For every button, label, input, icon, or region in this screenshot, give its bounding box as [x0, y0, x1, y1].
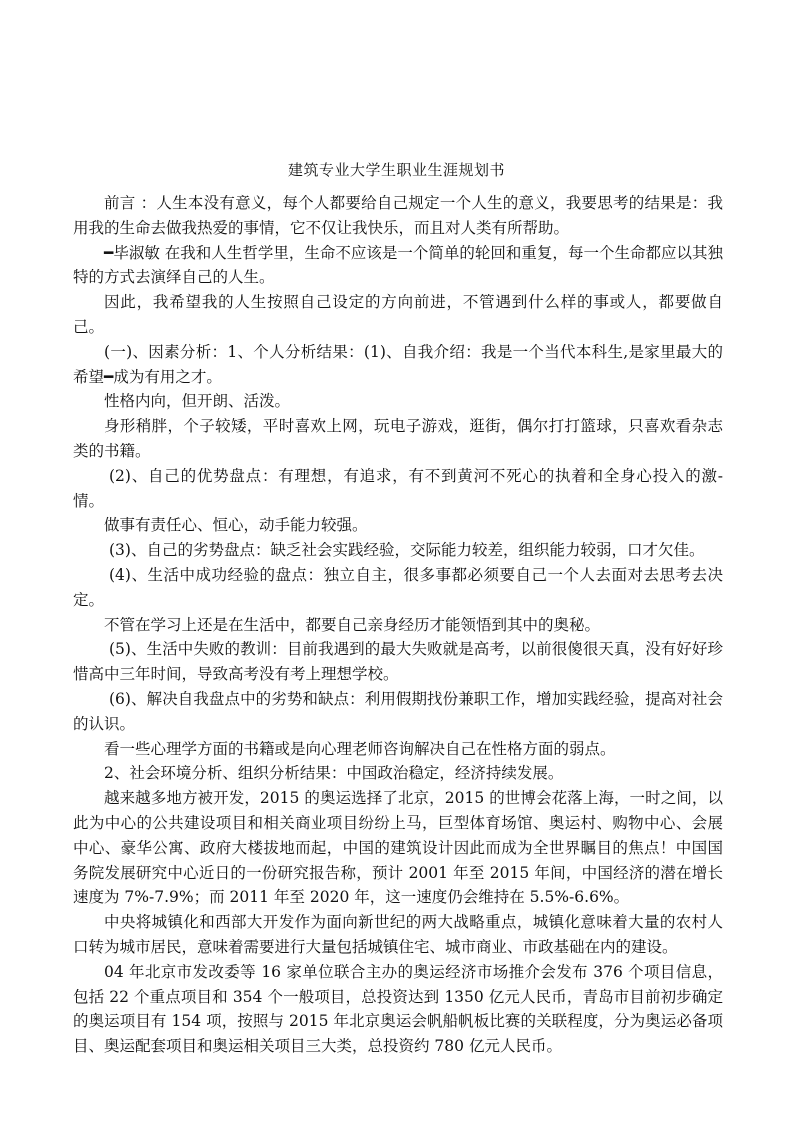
- document-body: [73, 191, 723, 1059]
- document-title: 建筑专业大学生职业生涯规划书: [287, 161, 505, 179]
- paragraph-quote: ━毕淑敏 在我和人生哲学里，生命不应该是一个简单的轮回和重复，每一个生命都应以其独特的方式去演绎自己的人生。: [73, 243, 723, 287]
- paragraph-experience: 不管在学习上还是在生活中，都要自己亲身经历才能领悟到其中的奥秘。: [104, 615, 601, 634]
- paragraph-personality: 性格内向，但开朗、活泼。: [104, 392, 291, 411]
- paragraph-responsibility: 做事有责任心、恒心，动手能力较强。: [104, 516, 368, 535]
- paragraph-self-intro: (一)、因素分析：1、个人分析结果：(1)、自我介绍：我是一个当代本科生,是家里最大的希望━成为有用之才。: [73, 342, 723, 386]
- paragraph-olympic-projects: 04 年北京市发改委等 16 家单位联合主办的奥运经济市场推介会发布 376 个项目信息，包括 22 个重点项目和 354 个一般项目，总投资达到 1350 亿元人民币，青岛市目前初步确定的奥运项目有 154 项，按照与 2015 年北京奥运会帆船帆板比赛的关联程度，分为奥运必备项目、奥运配套项目和奥运相关项目三大类，总投资约 780 亿元人民币。: [73, 962, 723, 1056]
- paragraph-urbanization: 中央将城镇化和西部大开发作为面向新世纪的两大战略重点，城镇化意味着大量的农村人口转为城市居民，意味着需要进行大量包括城镇住宅、城市商业、市政基础在内的建设。: [73, 913, 723, 956]
- paragraph-solution: (6)、解决自我盘点中的劣势和缺点：利用假期找份兼职工作，增加实践经验，提高对社会的认识。: [73, 689, 723, 733]
- paragraph-success: (4)、生活中成功经验的盘点：独立自主，很多事都必须要自己一个人去面对去思考去决定。: [73, 565, 723, 609]
- paragraph-failure: (5)、生活中失败的教训：目前我遇到的最大失败就是高考，以前很傻很天真，没有好好珍惜高中三年时间，导致高考没有考上理想学校。: [73, 640, 723, 684]
- paragraph-intent: 因此，我希望我的人生按照自己设定的方向前进，不管遇到什么样的事或人，都要做自己。: [73, 293, 723, 336]
- paragraph-environment: 2、社会环境分析、组织分析结果：中国政治稳定，经济持续发展。: [104, 764, 564, 783]
- paragraph-strengths: (2)、自己的优势盘点：有理想，有追求，有不到黄河不死心的执着和全身心投入的激-情。: [73, 466, 723, 510]
- paragraph-psychology: 看一些心理学方面的书籍或是向心理老师咨询解决自己在性格方面的弱点。: [104, 739, 616, 758]
- paragraph-preface: 前言 ：人生本没有意义，每个人都要给自己规定一个人生的意义，我要思考的结果是：我用我的生命去做我热爱的事情，它不仅让我快乐，而且对人类有所帮助。: [73, 194, 723, 237]
- paragraph-weaknesses: (3)、自己的劣势盘点：缺乏社会实践经验，交际能力较差，组织能力较弱，口才欠佳。: [109, 541, 705, 560]
- paragraph-development: 越来越多地方被开发，2015 的奥运选择了北京，2015 的世博会花落上海，一时之间，以此为中心的公共建设项目和相关商业项目纷纷上马，巨型体育场馆、奥运村、购物中心、会展中心、豪华公寓、政府大楼拔地而起，中国的建筑设计因此而成为全世界瞩目的焦点！中国国务院发展研究中心近日的一份研究报告称，预计 2001 年至 2015 年间，中国经济的潜在增长速度为 7%-7.9%；而 2011 年至 2020 年，这一速度仍会维持在 5.5%-6.6%。: [73, 789, 723, 907]
- paragraph-appearance: 身形稍胖，个子较矮，平时喜欢上网，玩电子游戏，逛街，偶尔打打篮球，只喜欢看杂志类的书籍。: [73, 417, 723, 460]
